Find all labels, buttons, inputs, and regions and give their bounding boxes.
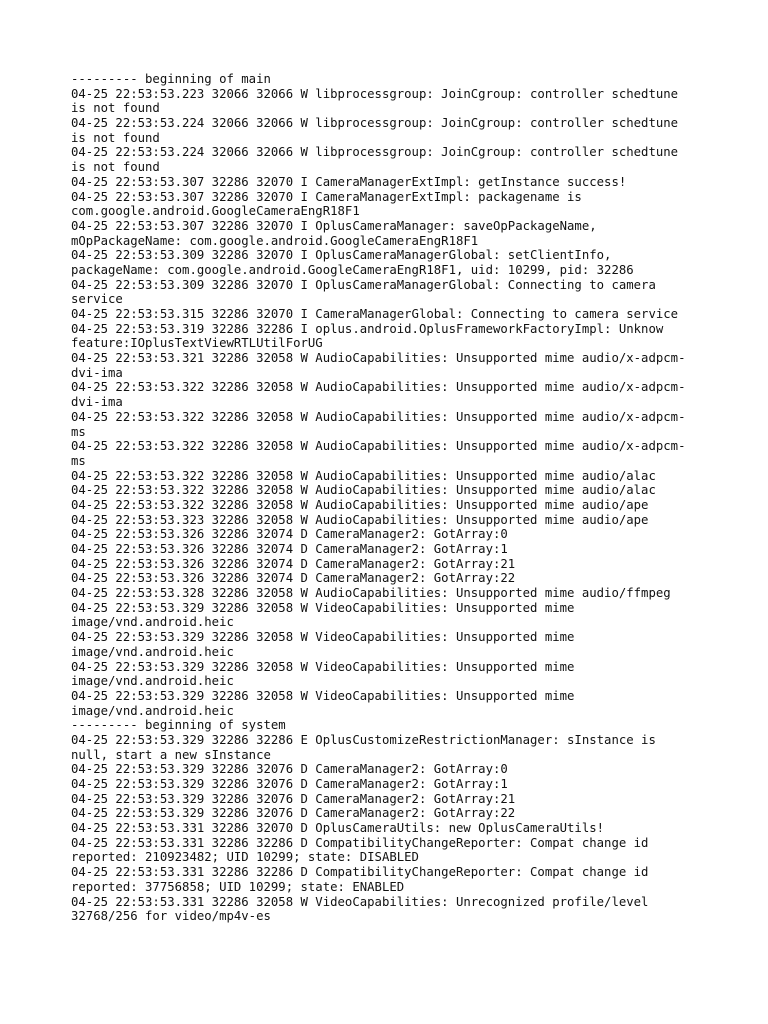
log-line: 04-25 22:53:53.323 32286 32058 W AudioCapabilities: Unsupported mime audio/ape [71,512,649,527]
log-line: feature:IOplusTextViewRTLUtilForUG [71,336,323,351]
log-line: 04-25 22:53:53.322 32286 32058 W AudioCapabilities: Unsupported mime audio/alac [71,468,656,483]
log-line: 04-25 22:53:53.223 32066 32066 W libprocessgroup: JoinCgroup: controller schedtune [71,86,679,101]
log-line: 04-25 22:53:53.307 32286 32070 I CameraManagerExtImpl: packagename is [71,189,582,204]
log-line: dvi-ima [71,365,123,380]
log-line: 04-25 22:53:53.329 32286 32058 W VideoCapabilities: Unsupported mime [71,688,575,703]
log-line: 04-25 22:53:53.307 32286 32070 I OplusCameraManager: saveOpPackageName, [71,218,597,233]
log-line: 04-25 22:53:53.326 32286 32074 D CameraManager2: GotArray:1 [71,542,508,556]
log-line: image/vnd.android.heic [71,644,234,659]
log-line: 04-25 22:53:53.329 32286 32076 D CameraManager2: GotArray:21 [71,791,516,806]
log-line: ms [71,453,86,468]
log-line: is not found [71,130,160,145]
log-line: 04-25 22:53:53.307 32286 32070 I CameraManagerExtImpl: getInstance success! [71,174,627,189]
log-line: mOpPackageName: com.google.android.GoogleCameraEngR18F1 [71,233,479,248]
log-line: com.google.android.GoogleCameraEngR18F1 [71,204,360,219]
log-line: 04-25 22:53:53.326 32286 32074 D CameraManager2: GotArray:21 [71,556,516,571]
log-line: null, start a new sInstance [71,747,271,762]
log-line: 04-25 22:53:53.309 32286 32070 I OplusCameraManagerGlobal: Connecting to camera [71,277,656,292]
log-line: 04-25 22:53:53.331 32286 32058 W VideoCapabilities: Unrecognized profile/level [71,894,649,909]
log-line: 04-25 22:53:53.329 32286 32076 D CameraManager2: GotArray:0 [71,762,508,777]
log-line: 04-25 22:53:53.322 32286 32058 W AudioCapabilities: Unsupported mime audio/alac [71,483,656,498]
log-line: is not found [71,101,160,116]
log-line: 04-25 22:53:53.329 32286 32058 W VideoCapabilities: Unsupported mime [71,659,575,674]
log-line: image/vnd.android.heic [71,703,234,718]
log-line: ms [71,424,86,439]
log-line: 04-25 22:53:53.322 32286 32058 W AudioCapabilities: Unsupported mime audio/x-adpcm- [71,380,686,395]
log-line: 04-25 22:53:53.329 32286 32286 E OplusCustomizeRestrictionManager: sInstance is [71,732,656,747]
log-line: 04-25 22:53:53.309 32286 32070 I OplusCameraManagerGlobal: setClientInfo, [71,248,612,263]
log-line: 04-25 22:53:53.322 32286 32058 W AudioCapabilities: Unsupported mime audio/ape [71,497,649,512]
log-line: 04-25 22:53:53.224 32066 32066 W libprocessgroup: JoinCgroup: controller schedtune [71,145,679,160]
log-text-block [71,72,711,924]
log-line: image/vnd.android.heic [71,674,234,689]
log-line: reported: 210923482; UID 10299; state: DISABLED [71,850,419,865]
log-line: --------- beginning of system [71,718,286,733]
log-line: 04-25 22:53:53.328 32286 32058 W AudioCapabilities: Unsupported mime audio/ffmpeg [71,586,671,601]
log-line: 04-25 22:53:53.331 32286 32286 D CompatibilityChangeReporter: Compat change id [71,865,649,880]
log-line: is not found [71,160,160,175]
log-line: 04-25 22:53:53.321 32286 32058 W AudioCapabilities: Unsupported mime audio/x-adpcm- [71,351,686,366]
log-line: 04-25 22:53:53.331 32286 32286 D CompatibilityChangeReporter: Compat change id [71,835,649,850]
log-line: reported: 37756858; UID 10299; state: ENABLED [71,879,405,894]
log-line: 32768/256 for video/mp4v-es [71,909,271,924]
log-line: 04-25 22:53:53.322 32286 32058 W AudioCapabilities: Unsupported mime audio/x-adpcm- [71,439,686,454]
log-line: 04-25 22:53:53.329 32286 32058 W VideoCapabilities: Unsupported mime [71,630,575,645]
log-line: 04-25 22:53:53.326 32286 32074 D CameraManager2: GotArray:0 [71,527,508,542]
log-line: 04-25 22:53:53.224 32066 32066 W libprocessgroup: JoinCgroup: controller schedtune [71,116,679,131]
log-line: 04-25 22:53:53.315 32286 32070 I CameraManagerGlobal: Connecting to camera service [71,307,679,321]
log-line: image/vnd.android.heic [71,615,234,630]
log-line: 04-25 22:53:53.331 32286 32070 D OplusCameraUtils: new OplusCameraUtils! [71,821,605,836]
log-line: --------- beginning of main [71,72,271,86]
log-line: 04-25 22:53:53.326 32286 32074 D CameraManager2: GotArray:22 [71,571,516,586]
log-line: packageName: com.google.android.GoogleCameraEngR18F1, uid: 10299, pid: 32286 [71,262,634,277]
log-line: service [71,292,123,307]
log-line: 04-25 22:53:53.319 32286 32286 I oplus.android.OplusFrameworkFactoryImpl: Unknow [71,321,664,336]
log-line: 04-25 22:53:53.329 32286 32058 W VideoCapabilities: Unsupported mime [71,600,575,615]
log-line: dvi-ima [71,395,123,410]
log-line: 04-25 22:53:53.329 32286 32076 D CameraManager2: GotArray:22 [71,806,516,821]
log-line: 04-25 22:53:53.329 32286 32076 D CameraManager2: GotArray:1 [71,777,508,791]
log-line: 04-25 22:53:53.322 32286 32058 W AudioCapabilities: Unsupported mime audio/x-adpcm- [71,409,686,424]
